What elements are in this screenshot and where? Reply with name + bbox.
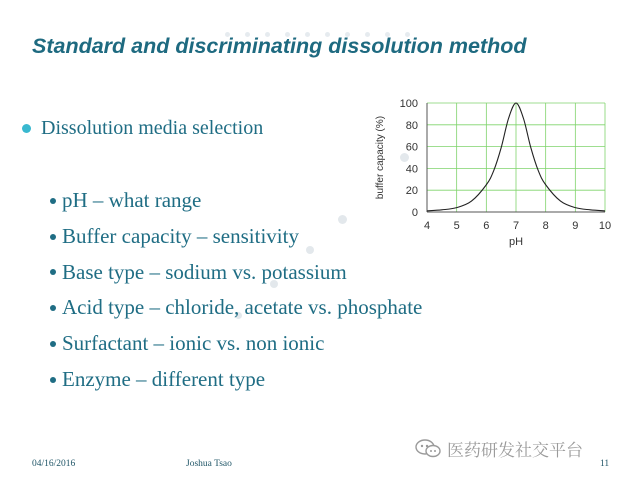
y-tick-label: 100 xyxy=(399,98,418,110)
chart-svg xyxy=(360,90,616,250)
bullet-icon xyxy=(22,124,31,133)
sub-bullet-text: Base type – sodium vs. potassium xyxy=(62,259,347,284)
bullet-icon xyxy=(50,377,56,383)
footer-page-number: 11 xyxy=(600,459,610,469)
y-tick-label: 20 xyxy=(405,185,418,198)
y-tick-label: 40 xyxy=(405,163,418,176)
y-axis-title: buffer capacity (%) xyxy=(375,115,386,200)
buffer-capacity-chart xyxy=(360,90,616,250)
x-tick-label: 9 xyxy=(572,220,579,232)
main-bullet xyxy=(22,117,263,140)
x-tick-label: 4 xyxy=(423,220,431,232)
y-tick-label: 80 xyxy=(405,119,418,132)
bullet-icon xyxy=(50,198,56,204)
x-tick-label: 10 xyxy=(598,220,612,232)
sub-bullet-item xyxy=(50,326,422,362)
chat-bubble-icon xyxy=(415,439,441,459)
watermark xyxy=(415,436,583,461)
bullet-icon xyxy=(50,305,56,311)
watermark-text: 医药研发社交平台 xyxy=(447,441,583,461)
sub-bullet-text: Enzyme – different type xyxy=(62,366,266,391)
sub-bullet-text: Acid type – chloride, acetate vs. phosphate xyxy=(62,295,423,320)
x-tick-label: 6 xyxy=(483,220,490,232)
sub-bullet-text: Surfactant – ionic vs. non ionic xyxy=(62,331,325,356)
main-bullet-text: Dissolution media selection xyxy=(41,117,264,139)
y-tick-label: 0 xyxy=(411,207,418,219)
x-axis-title: pH xyxy=(508,236,524,248)
x-tick-label: 5 xyxy=(453,220,460,232)
x-tick-label: 7 xyxy=(512,220,520,232)
sub-bullet-item xyxy=(50,362,422,398)
x-tick-label: 8 xyxy=(542,220,549,232)
sub-bullet-item xyxy=(50,255,422,291)
sub-bullet-text: Buffer capacity – sensitivity xyxy=(62,223,299,248)
slide-title: Standard and discriminating dissolution method xyxy=(32,34,527,58)
footer-date: 04/16/2016 xyxy=(32,459,76,469)
bullet-icon xyxy=(50,341,56,347)
bullet-icon xyxy=(50,234,56,240)
sub-bullet-text: pH – what range xyxy=(62,188,202,212)
sub-bullet-item xyxy=(50,290,422,326)
y-tick-label: 60 xyxy=(405,141,418,154)
bullet-icon xyxy=(50,269,56,275)
footer-author: Joshua Tsao xyxy=(186,459,232,469)
